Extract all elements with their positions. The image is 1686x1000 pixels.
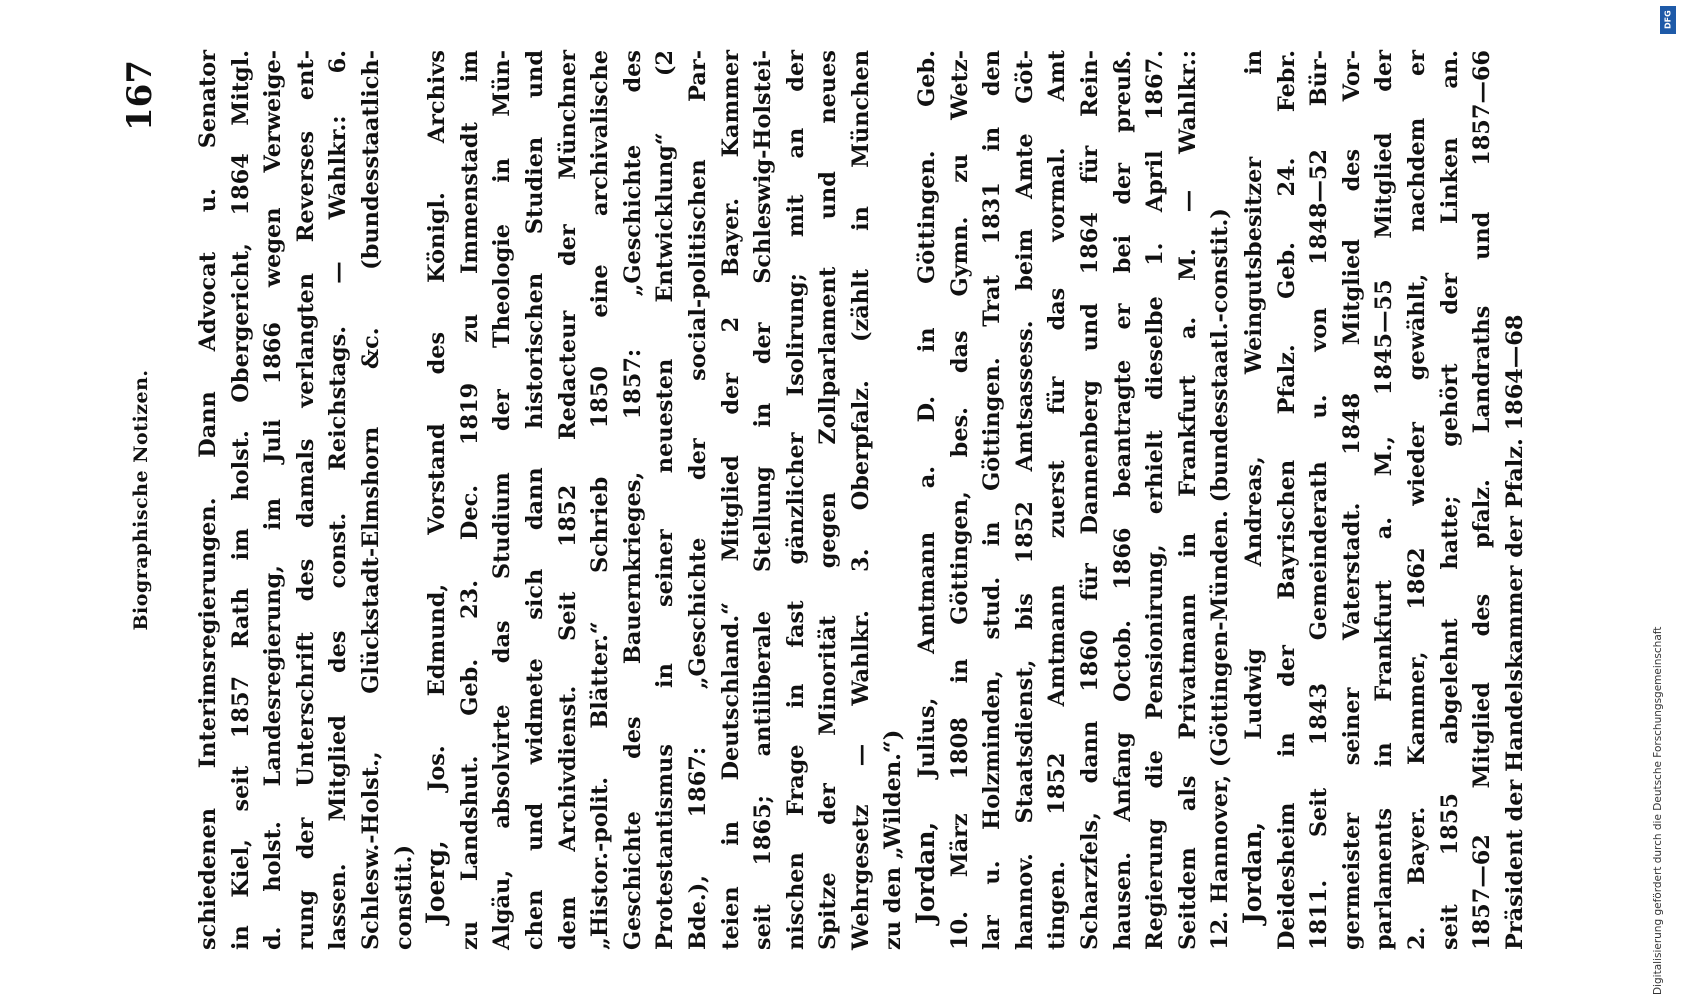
line-text: Ludwig Andreas, Weingutsbesitzer in: [1241, 49, 1267, 740]
text-line: seit 1865; antiliberale Stellung in der Schleswig-Holstei-: [750, 50, 777, 950]
text-line: Scharzfels, dann 1860 für Dannenberg und 1864 für Rein-: [1077, 50, 1104, 950]
text-line: Geschichte des Bauernkrieges, 1857: „Geschichte des: [619, 50, 646, 950]
text-line: 10. März 1808 in Göttingen, bes. das Gymn. zu Wetz-: [946, 50, 973, 950]
running-head: Biographische Notizen.: [130, 369, 152, 631]
text-line: schiedenen Interimsregierungen. Dann Advocat u. Senator: [195, 50, 221, 950]
page-header: [120, 50, 180, 950]
text-line: Algäu, absolvirte das Studium der Theologie in Mün-: [489, 50, 516, 950]
text-line: constit.): [390, 844, 417, 950]
text-line: parlaments in Frankfurt a. M., 1845—55 Mitglied der: [1371, 50, 1398, 950]
text-line: „Histor.-polit. Blätter.“ Schrieb 1850 eine archivalische: [587, 50, 614, 950]
biography-entry: [1237, 50, 1531, 950]
line-text: Jos. Edmund, Vorstand des Königl. Archivs: [424, 50, 451, 792]
text-line: hausen. Anfang Octob. 1866 beantragte er bei der preuß.: [1109, 50, 1136, 950]
text-line: 2. Bayer. Kammer, 1862 wieder gewählt, nachdem er: [1403, 50, 1430, 950]
text-line: dem Archivdienst. Seit 1852 Redacteur der Münchner: [554, 50, 581, 950]
entry-name: Jordan,: [911, 821, 941, 924]
text-line: seit 1855 abgelehnt hatte; gehört der Linken an.: [1436, 50, 1463, 950]
text-line: chen und widmete sich dann historischen Studien und: [521, 50, 548, 950]
text-line: tingen. 1852 Amtmann zuerst für das vormal. Amt: [1044, 50, 1071, 950]
text-line: Protestantismus in seiner neuesten Entwicklung“ (2: [652, 50, 679, 950]
text-line: Wehrgesetz — Wahlkr. 3. Oberpfalz. (zählt in München: [847, 50, 874, 950]
text-line: Präsident der Handelskammer der Pfalz. 1864—68: [1501, 314, 1528, 950]
text-line: Spitze der Minorität gegen Zollparlament und neues: [815, 50, 842, 950]
text-line: Schlesw.-Holst., Glückstadt-Elmshorn &c. (bundesstaatlich-: [357, 50, 384, 950]
entry-name: Joerg,: [421, 840, 451, 924]
rotated-text-block: [120, 49, 1528, 950]
text-line: 12. Hannover, (Göttingen-Münden. (bundesstaatl.-constit.): [1207, 208, 1234, 950]
dfg-logo: DFG: [1660, 6, 1676, 34]
text-line: 1811. Seit 1843 Gemeinderath u. von 1848—52 Bür-: [1306, 50, 1333, 950]
text-line: Bde.), 1867: „Geschichte der social-politischen Par-: [684, 50, 711, 950]
page-number: 167: [120, 60, 160, 131]
text-line: lassen. Mitglied des const. Reichstags. — Wahlkr.: 6.: [325, 50, 352, 950]
text-line: nischen Frage in fast gänzlicher Isolirung; mit an der: [782, 50, 809, 950]
text-line: d. holst. Landesregierung, im Juli 1866 wegen Verweige-: [260, 50, 287, 950]
text-line: [910, 50, 944, 950]
text-line: zu den „Wilden.“): [880, 729, 907, 950]
biography-entry: [910, 50, 1237, 950]
text-line: in Kiel, seit 1857 Rath im holst. Obergericht, 1864 Mitgl.: [227, 50, 254, 950]
text-line: Deidesheim in der Bayrischen Pfalz. Geb. 24. Febr.: [1273, 50, 1300, 950]
text-line: Seitdem als Privatmann in Frankfurt a. M. — Wahlkr.:: [1174, 50, 1201, 950]
text-line: teien in Deutschland.“ Mitglied der 2 Bayer. Kammer: [717, 50, 744, 950]
text-line: Regierung die Pensionirung, erhielt dieselbe 1. April 1867.: [1142, 50, 1169, 950]
biography-entry: [420, 50, 910, 950]
text-line: 1857—62 Mitglied des pfalz. Landraths und 1857—66: [1469, 50, 1496, 950]
page-body: [192, 50, 1531, 950]
entry-name: Jordan,: [1238, 821, 1267, 924]
digitization-note: Digitalisierung gefördert durch die Deutsche Forschungsgemeinschaft: [1652, 626, 1664, 995]
line-text: Julius, Amtmann a. D. in Göttingen. Geb.: [914, 49, 941, 779]
text-line: [1237, 50, 1271, 950]
text-line: hannov. Staatsdienst, bis 1852 Amtsassess. beim Amte Göt-: [1011, 50, 1038, 950]
text-line: [420, 50, 454, 950]
text-line: germeister seiner Vaterstadt. 1848 Mitglied des Vor-: [1338, 50, 1365, 950]
text-line: lar u. Holzminden, stud. in Göttingen. Trat 1831 in den: [979, 50, 1006, 950]
biography-entry: [192, 50, 420, 950]
text-line: rung der Unterschrift des damals verlangten Reverses ent-: [292, 50, 319, 950]
text-line: zu Landshut. Geb. 23. Dec. 1819 zu Immenstadt im: [456, 50, 483, 950]
